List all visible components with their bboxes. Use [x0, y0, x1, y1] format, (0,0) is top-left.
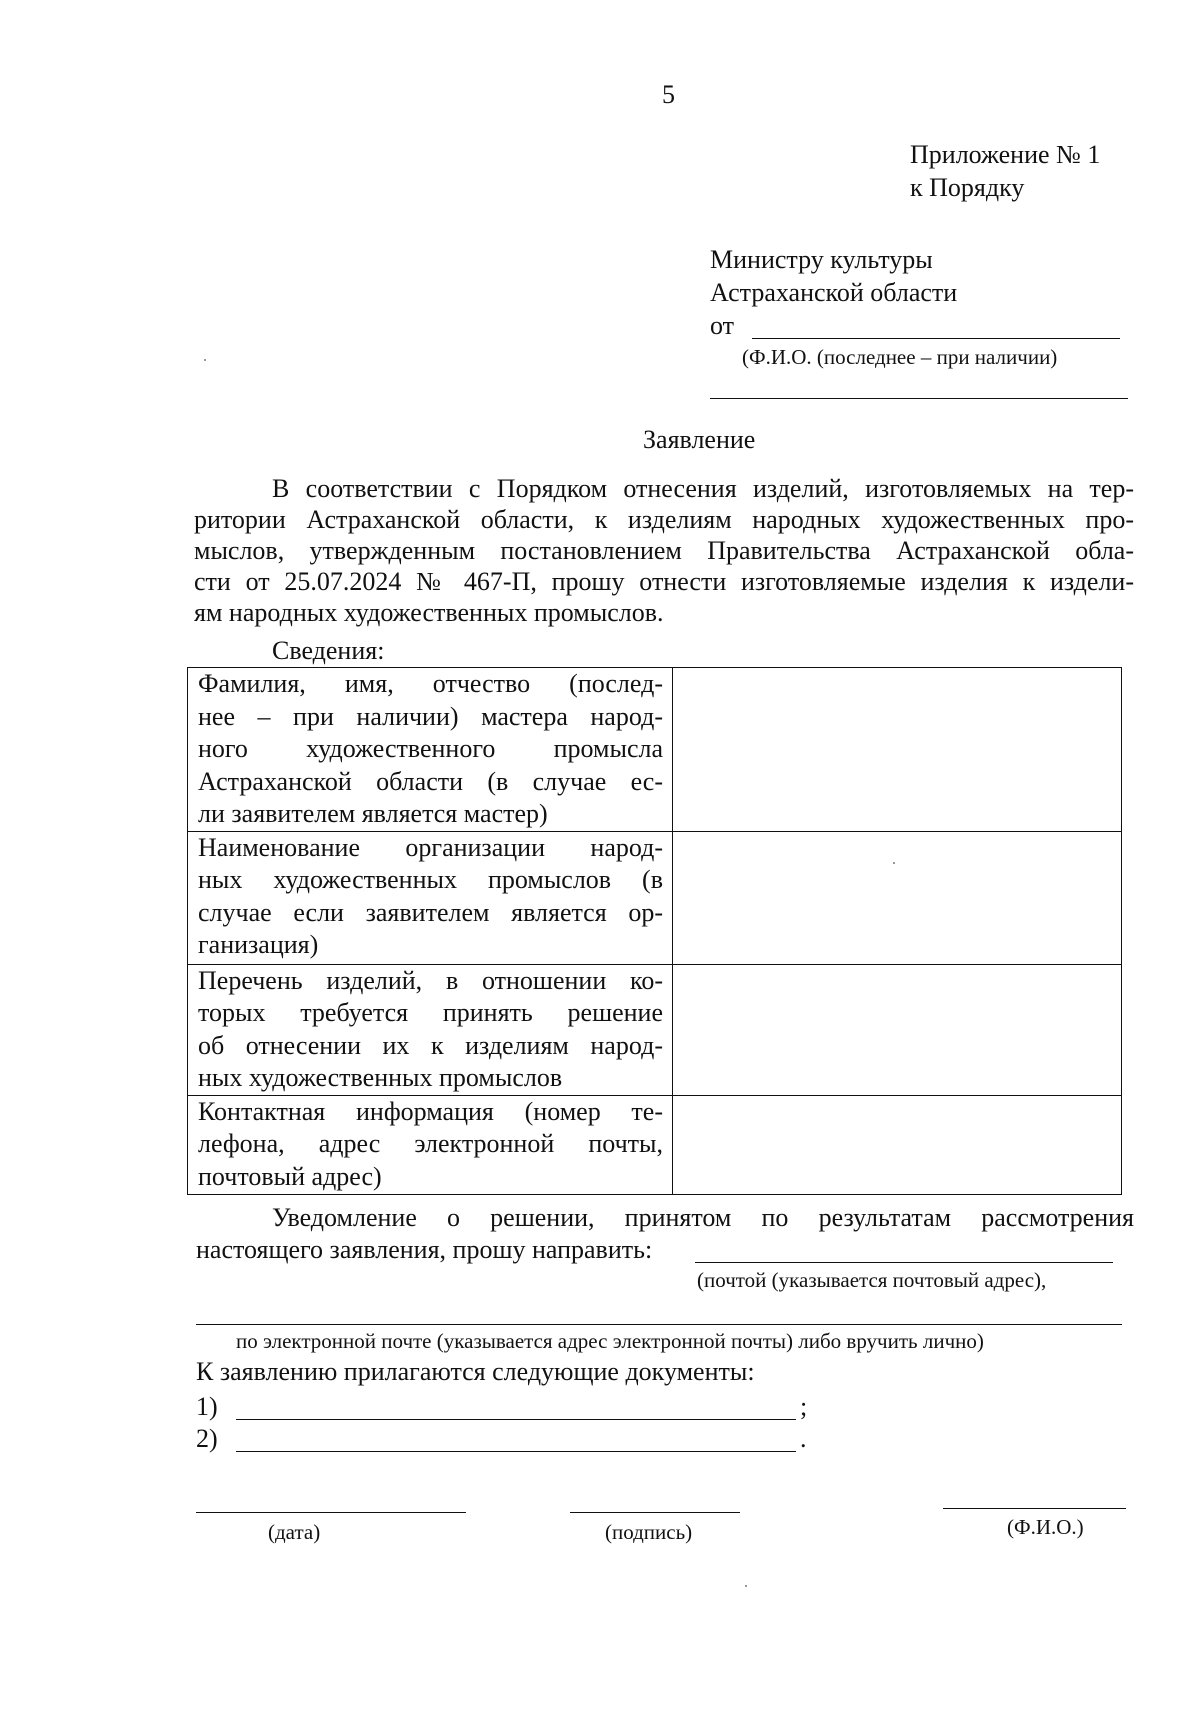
notification-line-1: Уведомление о решении, принятом по результатам рассмотрения — [272, 1203, 1134, 1232]
table-row-label-line: ных художественных промыслов — [198, 1063, 563, 1092]
table-row-label-line: торых требуется принять решение — [198, 998, 663, 1027]
fio-caption: (Ф.И.О. (последнее – при наличии) — [742, 345, 1058, 369]
table-row-label-line: нее – при наличии) мастера народ- — [198, 701, 663, 731]
table-row-label — [188, 668, 673, 832]
scan-speck — [893, 862, 895, 864]
attachment-end: ; — [800, 1392, 808, 1421]
addressee-line-1: Министру культуры — [710, 245, 933, 274]
addressee-line-2: Астраханской области — [710, 278, 958, 307]
attachment-line-1[interactable] — [236, 1419, 796, 1420]
table-row — [188, 1095, 1122, 1194]
table-row-label-line: Наименование организации народ- — [198, 832, 663, 862]
date-line[interactable] — [196, 1512, 466, 1513]
notification-line-2: настоящего заявления, прошу направить: — [196, 1235, 653, 1264]
table-row-label-line: Астраханской области (в случае ес- — [198, 766, 663, 796]
page-number: 5 — [662, 80, 675, 109]
attachment-number: 2) — [196, 1424, 218, 1453]
table-row-value[interactable] — [673, 831, 1122, 964]
notification-paragraph — [196, 1202, 1134, 1233]
table-row-label-line: случае если заявителем является ор- — [198, 897, 663, 927]
from-label: от — [710, 311, 735, 340]
notification-postal-line[interactable] — [695, 1262, 1113, 1263]
intro-line: В соответствии с Порядком отнесения изделий, изготовляемых на тер- — [272, 474, 1134, 503]
intro-line: мыслов, утвержденным постановлением Правительства Астраханской обла- — [194, 536, 1134, 565]
details-label: Сведения: — [272, 636, 385, 665]
date-caption: (дата) — [268, 1520, 321, 1544]
attachments-heading: К заявлению прилагаются следующие документы: — [196, 1357, 755, 1386]
appendix-line-1: Приложение № 1 — [910, 140, 1101, 169]
attachment-line-2[interactable] — [236, 1451, 796, 1452]
table-row-value[interactable] — [673, 964, 1122, 1095]
table-row-label — [188, 1095, 673, 1194]
scan-speck — [204, 359, 206, 361]
intro-line: сти от 25.07.2024 № 467-П, прошу отнести изготовляемые изделия к издели- — [194, 567, 1134, 596]
document-title: Заявление — [643, 425, 756, 454]
table-row — [188, 831, 1122, 964]
table-row-label-line: ганизация) — [198, 930, 319, 959]
table-row-label-line: об отнесении их к изделиям народ- — [198, 1030, 663, 1060]
fio-signature-caption: (Ф.И.О.) — [1007, 1515, 1084, 1539]
from-fio-line[interactable] — [752, 338, 1120, 339]
notification-email-line[interactable] — [196, 1324, 1122, 1325]
table-row-label-line: лефона, адрес электронной почты, — [198, 1129, 663, 1158]
notification-caption-2: по электронной почте (указывается адрес электронной почты) либо вручить лично) — [236, 1329, 984, 1353]
addressee-extra-line[interactable] — [710, 398, 1128, 399]
table-row-label-line: Фамилия, имя, отчество (послед- — [198, 669, 663, 698]
notification-caption-1: (почтой (указывается почтовый адрес), — [697, 1268, 1047, 1292]
intro-line: ритории Астраханской области, к изделиям народных художественных про- — [194, 505, 1134, 534]
signature-line[interactable] — [570, 1512, 740, 1513]
attachment-end: . — [800, 1424, 807, 1453]
table-row — [188, 964, 1122, 1095]
table-row-value[interactable] — [673, 1095, 1122, 1194]
details-table — [187, 667, 1122, 1195]
table-row-value[interactable] — [673, 668, 1122, 832]
table-row-label-line: ного художественного промысла — [198, 734, 663, 763]
intro-line: ям народных художественных промыслов. — [194, 598, 664, 627]
table-row-label — [188, 964, 673, 1095]
table-row-label-line: почтовый адрес) — [198, 1161, 382, 1191]
signature-caption: (подпись) — [605, 1520, 693, 1544]
table-row — [188, 668, 1122, 832]
intro-paragraph — [194, 473, 1134, 628]
appendix-line-2: к Порядку — [910, 173, 1025, 202]
table-row-label-line: Контактная информация (номер те- — [198, 1096, 663, 1126]
table-row-label-line: ли заявителем является мастер) — [198, 799, 548, 828]
table-row-label — [188, 831, 673, 964]
fio-line[interactable] — [943, 1508, 1126, 1509]
scan-speck — [745, 1585, 747, 1587]
table-row-label-line: ных художественных промыслов (в — [198, 865, 663, 894]
table-row-label-line: Перечень изделий, в отношении ко- — [198, 965, 663, 995]
attachment-number: 1) — [196, 1392, 218, 1421]
